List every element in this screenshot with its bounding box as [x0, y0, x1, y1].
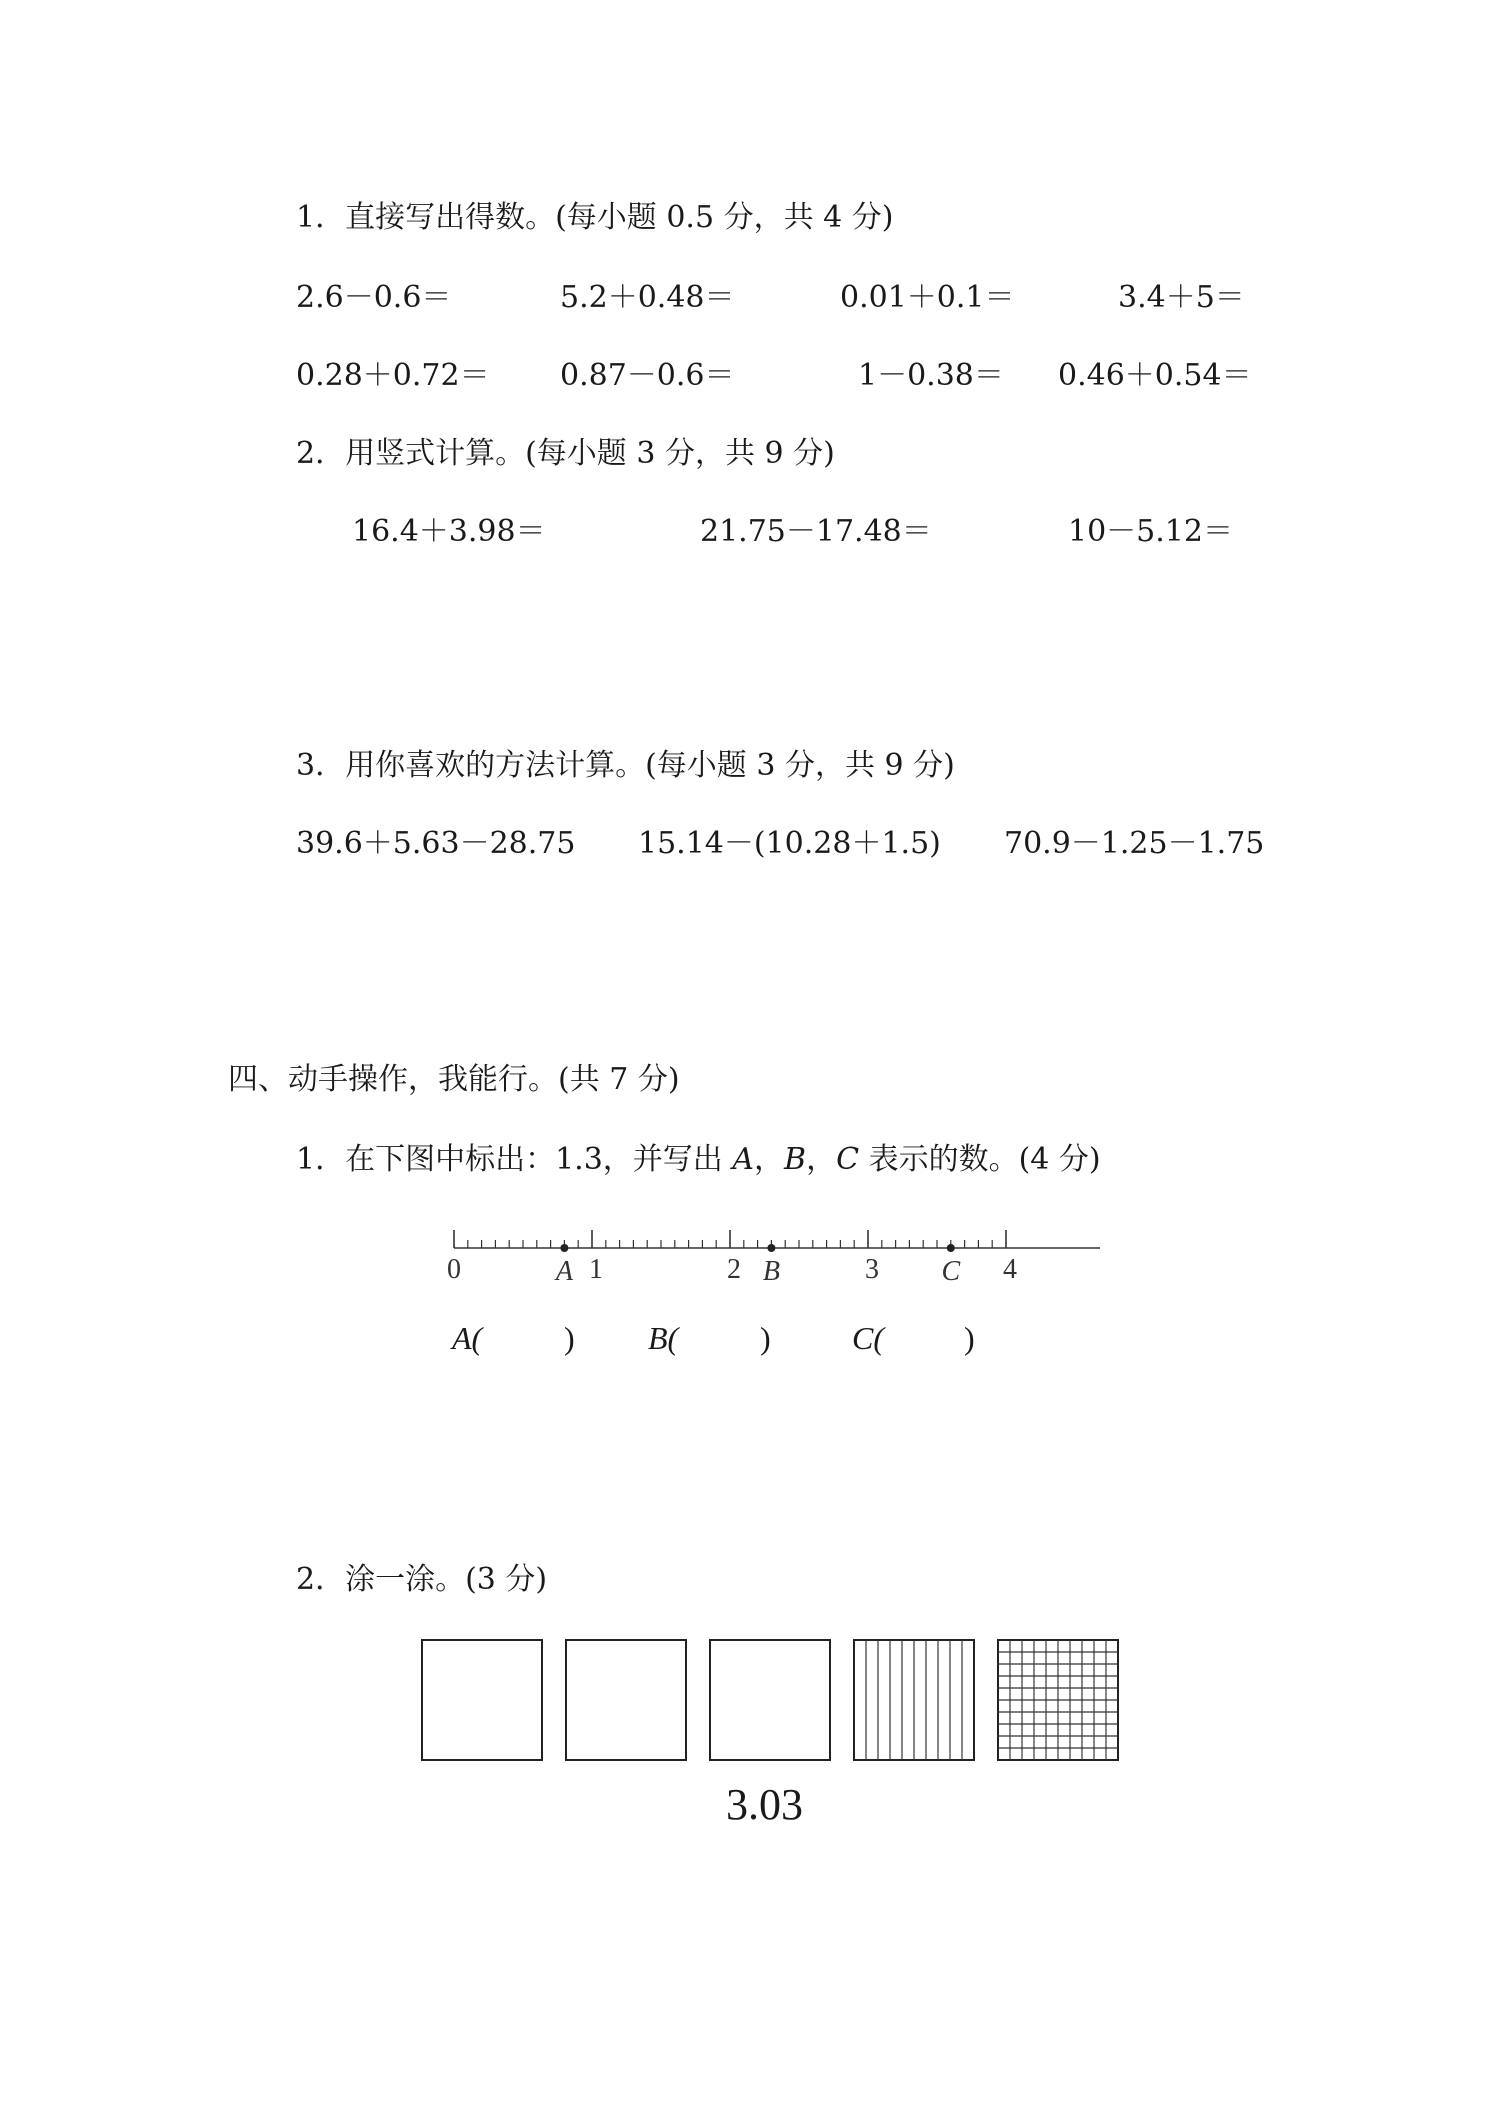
tick-label: 4 [1003, 1254, 1017, 1285]
s4-q2-heading: 2．涂一涂。(3 分) [296, 1562, 548, 1597]
section4-title: 四、动手操作，我能行。(共 7 分) [228, 1062, 680, 1097]
q1-item-8: 0.46＋0.54＝ [1058, 358, 1252, 393]
s4-q1-var-a: A [732, 1142, 755, 1177]
s4-q1-heading [296, 1142, 1101, 1178]
answer-c-label: C( [852, 1320, 884, 1356]
answer-b-close: ) [760, 1320, 771, 1356]
answer-c-close: ) [964, 1320, 975, 1356]
q1-item-7: 1－0.38＝ [858, 358, 1004, 393]
number-line-labels [447, 1254, 1017, 1285]
s4-q1-sep-2: ， [806, 1142, 837, 1177]
q2-heading: 2．用竖式计算。(每小题 3 分，共 9 分) [296, 436, 835, 471]
tick-label: 3 [865, 1254, 879, 1285]
s4-q1-heading-prefix: 1．在下图中标出：1.3，并写出 [296, 1142, 733, 1177]
q1-item-6: 0.87－0.6＝ [560, 358, 735, 393]
point-a-dot [560, 1244, 568, 1252]
square-blank[interactable] [710, 1640, 830, 1760]
tick-label: 2 [727, 1254, 741, 1285]
s4-q1-heading-suffix: 表示的数。(4 分) [859, 1142, 1101, 1177]
answer-a-close: ) [564, 1320, 575, 1356]
q2-item-2: 21.75－17.48＝ [700, 514, 932, 549]
q3-item-1: 39.6＋5.63－28.75 [296, 826, 576, 861]
point-a-label: A [555, 1256, 573, 1287]
q1-item-5: 0.28＋0.72＝ [296, 358, 490, 393]
tick-label: 0 [447, 1254, 461, 1285]
point-b-label: B [762, 1256, 780, 1287]
point-b-dot [767, 1244, 775, 1252]
number-line [440, 1220, 1140, 1300]
square-blank[interactable] [566, 1640, 686, 1760]
answer-a-label: A( [452, 1320, 483, 1356]
answer-b-label: B( [648, 1320, 679, 1356]
q1-heading: 1．直接写出得数。(每小题 0.5 分，共 4 分) [296, 200, 894, 235]
q3-heading: 3．用你喜欢的方法计算。(每小题 3 分，共 9 分) [296, 748, 955, 783]
q1-item-4: 3.4＋5＝ [1118, 280, 1245, 315]
number-line-points [554, 1244, 961, 1287]
q1-item-2: 5.2＋0.48＝ [560, 280, 735, 315]
square-blank[interactable] [422, 1640, 542, 1760]
q1-item-3: 0.01＋0.1＝ [840, 280, 1015, 315]
point-c-label: C [941, 1256, 961, 1287]
q2-item-3: 10－5.12＝ [1068, 514, 1233, 549]
s4-q1-var-c: C [836, 1142, 860, 1177]
s4-q1-sep-1: ， [754, 1142, 785, 1177]
q2-item-1: 16.4＋3.98＝ [352, 514, 546, 549]
s4-q1-var-b: B [784, 1142, 807, 1177]
q3-item-3: 70.9－1.25－1.75 [1004, 826, 1265, 861]
point-c-dot [947, 1244, 955, 1252]
shading-squares [418, 1636, 1138, 1766]
q1-item-1: 2.6－0.6＝ [296, 280, 452, 315]
q3-item-2: 15.14－(10.28＋1.5) [638, 826, 941, 861]
number-line-ticks [454, 1230, 1100, 1248]
tick-label: 1 [589, 1254, 603, 1285]
shading-value-label: 3.03 [726, 1780, 803, 1829]
square-tenths[interactable] [854, 1640, 974, 1760]
square-hundredths[interactable] [998, 1640, 1118, 1760]
